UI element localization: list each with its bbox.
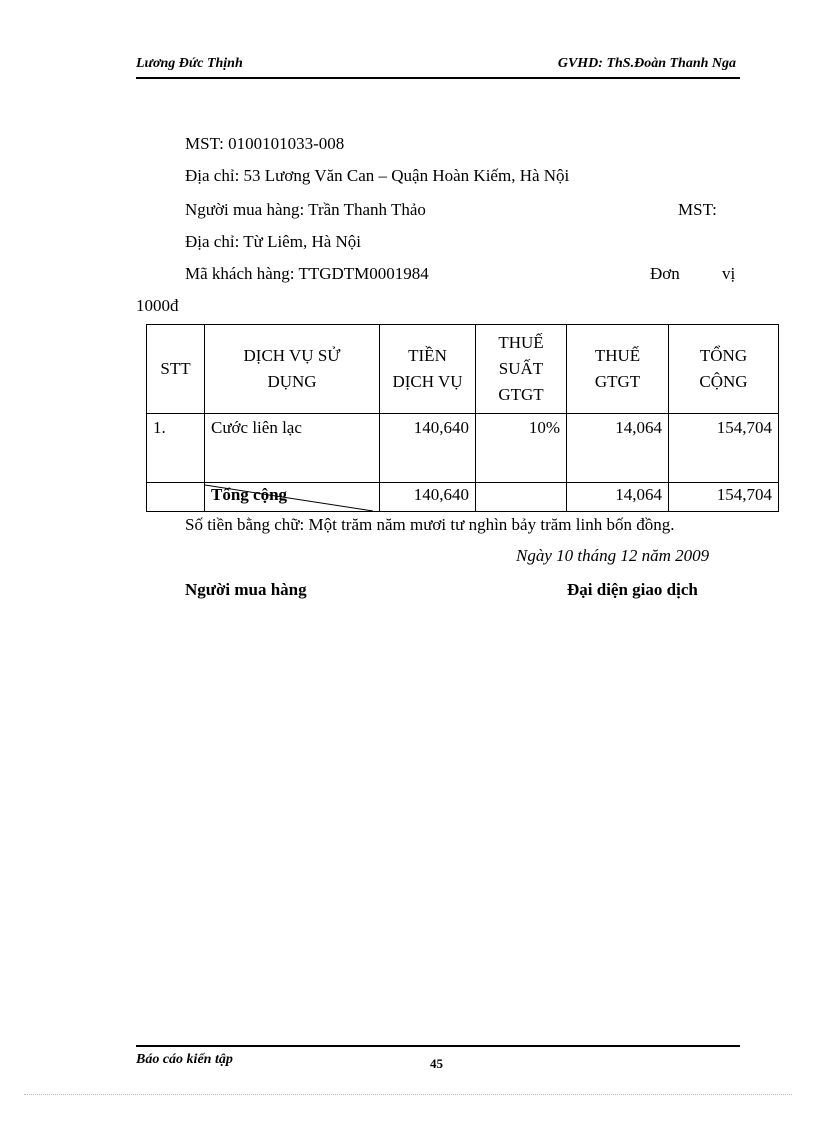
- unit-word-1: Đơn: [650, 264, 680, 283]
- strike-line: [205, 483, 377, 513]
- header-author: Lương Đức Thịnh: [136, 56, 243, 71]
- signature-representative: Đại diện giao dịch: [567, 580, 698, 599]
- totals-empty-cell: [147, 482, 205, 512]
- invoice-date: Ngày 10 tháng 12 năm 2009: [516, 546, 710, 565]
- header-service: DỊCH VỤ SỬ DỤNG: [205, 325, 380, 414]
- cell-vat-rate: 10%: [476, 414, 567, 482]
- header-stt: STT: [147, 325, 205, 414]
- cell-total: 154,704: [669, 414, 779, 482]
- header-vat-rate: THUẾ SUẤT GTGT: [476, 325, 567, 414]
- footer-divider: [136, 1045, 740, 1047]
- header-vat: THUẾ GTGT: [567, 325, 669, 414]
- cell-stt: 1.: [147, 414, 205, 482]
- cell-service: Cước liên lạc: [205, 414, 380, 482]
- buyer-tax-code-label: MST:: [678, 200, 717, 219]
- totals-vat-rate-empty: [476, 482, 567, 512]
- signature-buyer: Người mua hàng: [185, 580, 307, 599]
- totals-amount: 140,640: [380, 482, 476, 512]
- totals-label-cell: [205, 482, 380, 512]
- totals-total: 154,704: [669, 482, 779, 512]
- totals-vat: 14,064: [567, 482, 669, 512]
- table-header-row: [147, 325, 779, 414]
- buyer-name: Người mua hàng: Trần Thanh Thảo: [185, 200, 426, 219]
- page-number: 45: [430, 1056, 443, 1071]
- header-advisor: GVHD: ThS.Đoàn Thanh Nga: [557, 56, 736, 71]
- unit-word-2: vị: [722, 264, 736, 283]
- header-amount: TIỀN DỊCH VỤ: [380, 325, 476, 414]
- cell-vat: 14,064: [567, 414, 669, 482]
- customer-code: Mã khách hàng: TTGDTM0001984: [185, 264, 429, 283]
- cell-amount: 140,640: [380, 414, 476, 482]
- table-row: [147, 414, 779, 482]
- seller-tax-code: MST: 0100101033-008: [185, 134, 345, 153]
- page-bottom-dotted-line: [24, 1094, 792, 1095]
- footer-report-title: Báo cáo kiến tập: [136, 1052, 233, 1067]
- amount-in-words: Số tiền bằng chữ: Một trăm năm mươi tư nghìn bảy trăm linh bốn đồng.: [185, 515, 675, 534]
- unit-value: 1000đ: [136, 296, 179, 315]
- totals-label: Tổng cộng: [211, 484, 288, 504]
- invoice-table: [146, 324, 779, 512]
- header-total: TỔNG CỘNG: [669, 325, 779, 414]
- buyer-address: Địa chỉ: Từ Liêm, Hà Nội: [185, 232, 362, 251]
- header-divider: [136, 77, 740, 79]
- totals-row: [147, 482, 779, 512]
- seller-address: Địa chỉ: 53 Lương Văn Can – Quận Hoàn Kiếm, Hà Nội: [185, 166, 570, 185]
